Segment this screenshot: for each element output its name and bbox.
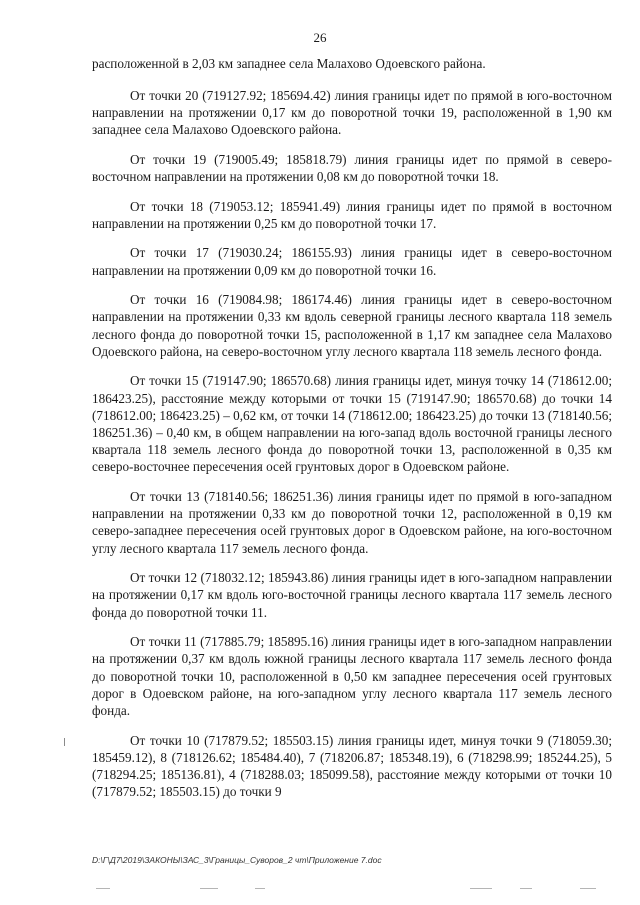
paragraph-point-11: От точки 11 (717885.79; 185895.16) линия границы идет в юго-западном направлении на протяжении 0,37 км вдоль южной границы лесного квартала 117 земель лесного фонда до поворотной точки 10, расположенной в 0,50 км западнее пересечения осей грунтовых дорог в Одоевском районе, на юго-западном углу лесного квартала 117 земель лесного фонда. bbox=[92, 634, 612, 718]
scan-dot bbox=[255, 888, 265, 889]
scan-dot bbox=[96, 888, 110, 889]
scan-dot bbox=[200, 888, 218, 889]
paragraph-point-18: От точки 18 (719053.12; 185941.49) линия границы идет по прямой в восточном направлении на протяжении 0,25 км до поворотной точки 17. bbox=[92, 198, 612, 231]
scan-dot bbox=[470, 888, 492, 889]
paragraph-continuation: расположенной в 2,03 км западнее села Малахово Одоевского района. bbox=[92, 56, 486, 71]
paragraph-point-12: От точки 12 (718032.12; 185943.86) линия границы идет в юго-западном направлении на протяжении 0,17 км вдоль юго-восточной границы лесного квартала 117 земель лесного фонда до поворотной точки 11. bbox=[92, 570, 612, 620]
scan-dot bbox=[520, 888, 532, 889]
document-body bbox=[92, 55, 612, 813]
paragraph-point-19: От точки 19 (719005.49; 185818.79) линия границы идет по прямой в северо-восточном направлении на протяжении 0,08 км до поворотной точки 18. bbox=[92, 151, 612, 184]
scan-artifact-line bbox=[0, 888, 640, 892]
paragraph-point-17: От точки 17 (719030.24; 186155.93) линия границы идет в северо-восточном направлении на протяжении 0,09 км до поворотной точки 16. bbox=[92, 245, 612, 278]
page-number: 26 bbox=[313, 30, 327, 45]
paragraph-point-10: От точки 10 (717879.52; 185503.15) линия границы идет, минуя точки 9 (718059.30; 185459.12), 8 (718126.62; 185484.40), 7 (718206.87; 185348.19), 6 (718298.99; 185244.25), 5 (718294.25; 185136.81), 4 (718288.03; 185099.58), расстояние между которыми от точки 10 (717879.52; 185503.15) до точки 9 bbox=[92, 732, 612, 800]
paragraph-point-15: От точки 15 (719147.90; 186570.68) линия границы идет, минуя точку 14 (718612.00; 186423.25), расстояние между которыми от точки 15 (719147.90; 186570.68) до точки 14 (718612.00; 186423.25) – 0,62 км, от точки 14 (718612.00; 186423.25) до точки 13 (718140.56; 186251.36) – 0,40 км, в общем направлении на юго-запад вдоль восточной границы лесного квартала 118 земель лесного фонда до поворотной точки 13, расположенной в 0,35 км северо-восточнее пересечения осей грунтовых дорог в Одоевском районе. bbox=[92, 373, 612, 475]
paragraph-point-20: От точки 20 (719127.92; 185694.42) линия границы идет по прямой в юго-восточном направлении на протяжении 0,17 км до поворотной точки 19, расположенной в 1,90 км западнее села Малахово Одоевского района. bbox=[92, 87, 612, 138]
footer-file-path: D:\Г\Д7\2019\ЗАКОНЫ\ЗАС_3\Границы_Суворов_2 чт\Приложение 7.doc bbox=[92, 855, 382, 865]
paragraph-point-13: От точки 13 (718140.56; 186251.36) линия границы идет по прямой в юго-западном направлении на протяжении 0,33 км до поворотной точки 12, расположенной в 0,19 км северо-западнее пересечения осей грунтовых дорог в Одоевском районе, на юго-восточном углу лесного квартала 117 земель лесного фонда. bbox=[92, 488, 612, 556]
paragraph-point-16: От точки 16 (719084.98; 186174.46) линия границы идет в северо-восточном направлении на протяжении 0,33 км вдоль северной границы лесного квартала 118 земель лесного фонда до поворотной точки 15, расположенной в 1,17 км западнее села Малахово Одоевского района, на северо-восточном углу лесного квартала 118 земель лесного фонда. bbox=[92, 292, 612, 359]
margin-mark bbox=[64, 738, 65, 746]
scan-dot bbox=[580, 888, 596, 889]
